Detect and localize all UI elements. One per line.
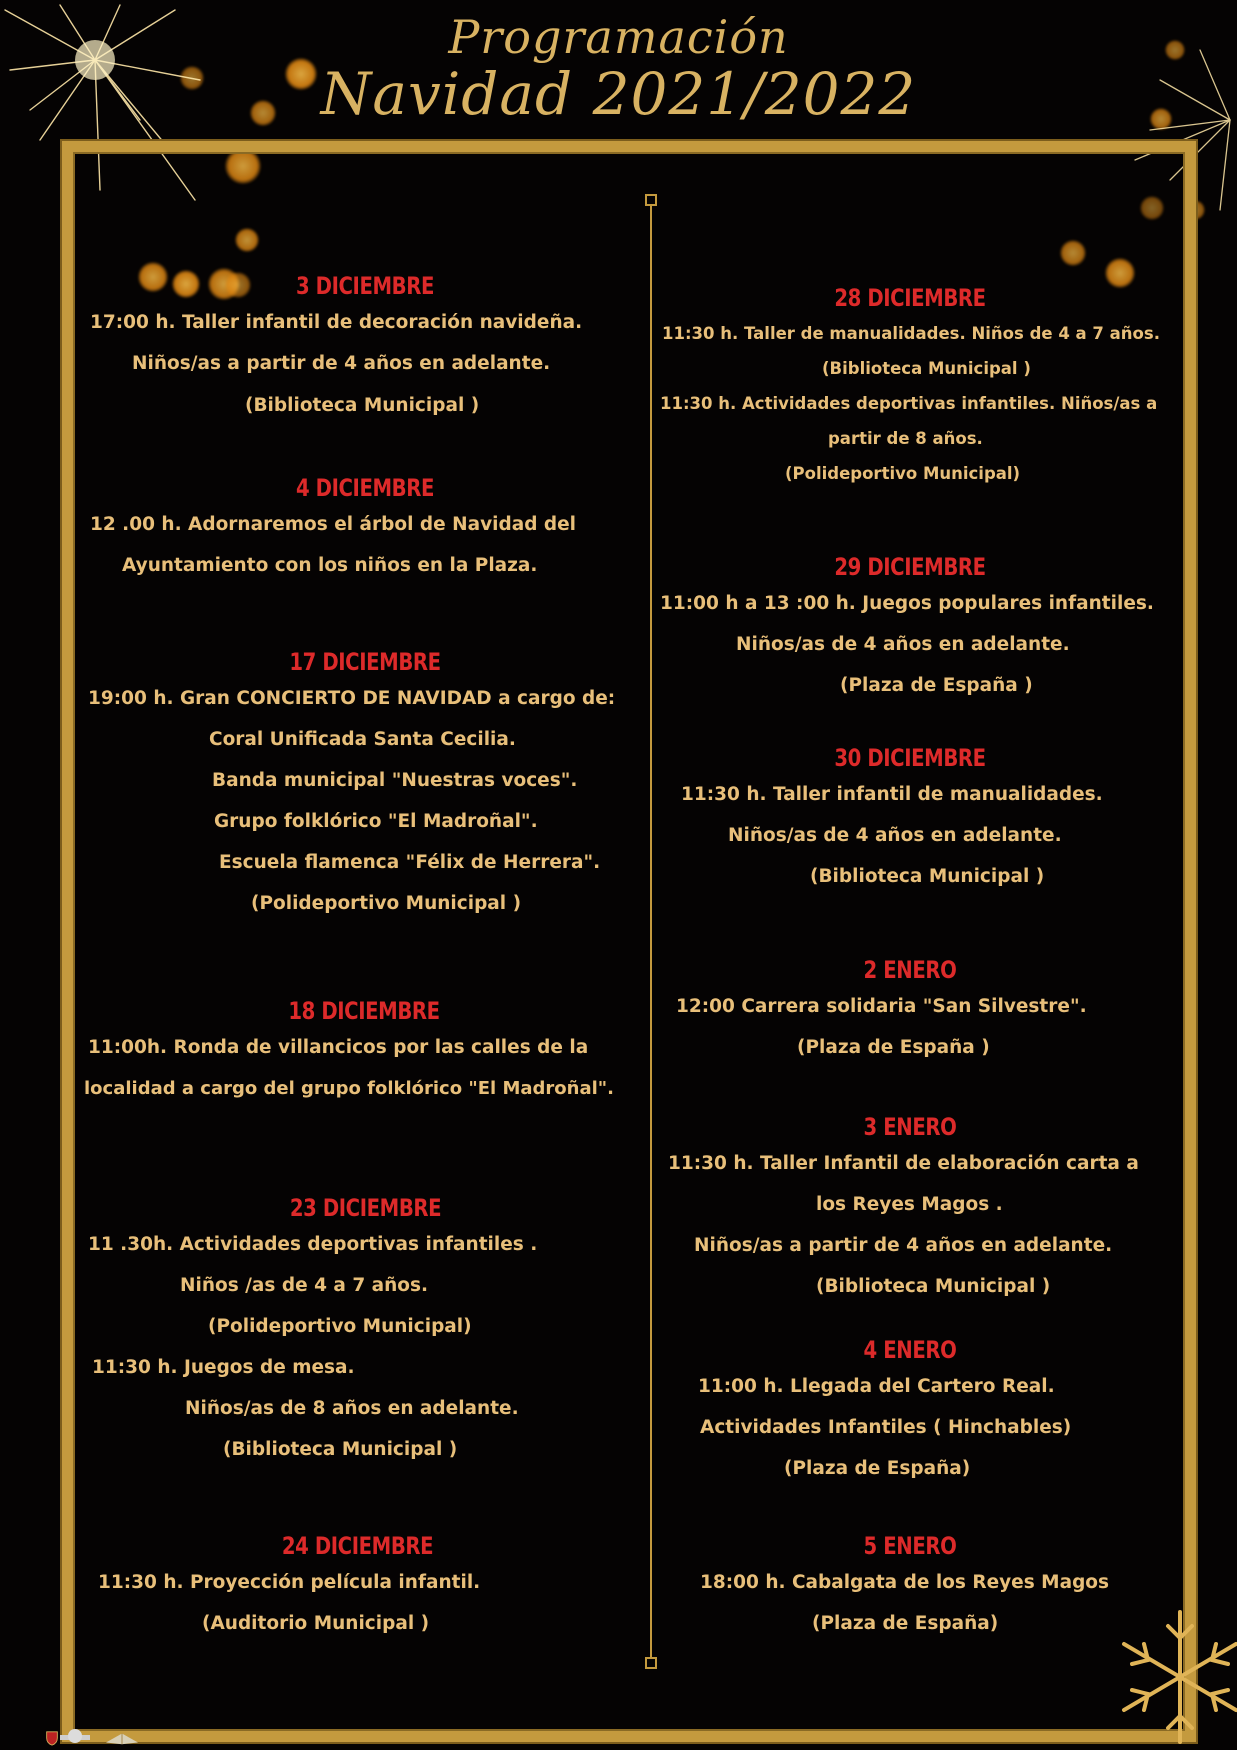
- event-date: 3 DICIEMBRE: [295, 272, 435, 300]
- event-line: (Biblioteca Municipal ): [810, 866, 1045, 887]
- divider-cap-top: [645, 194, 657, 206]
- event-line: los Reyes Magos .: [816, 1194, 1003, 1215]
- event-date: 24 DICIEMBRE: [281, 1532, 434, 1560]
- event-30-diciembre: [660, 744, 1160, 887]
- event-date: 23 DICIEMBRE: [289, 1194, 442, 1222]
- gold-frame: [62, 141, 1196, 1742]
- event-line: Niños/as de 8 años en adelante.: [185, 1398, 519, 1419]
- event-line: Ayuntamiento con los niños en la Plaza.: [122, 555, 538, 576]
- event-line: (Plaza de España): [784, 1458, 971, 1479]
- sponsor-logo-icon: [60, 1728, 90, 1744]
- event-line: (Biblioteca Municipal ): [223, 1439, 458, 1460]
- event-line: Niños/as a partir de 4 años en adelante.: [694, 1235, 1113, 1256]
- event-line: Niños/as a partir de 4 años en adelante.: [132, 353, 551, 374]
- event-line: (Biblioteca Municipal ): [822, 359, 1031, 378]
- event-date: 30 DICIEMBRE: [834, 744, 986, 772]
- page-title-line1: Programación: [448, 10, 789, 64]
- event-line: (Biblioteca Municipal ): [245, 395, 480, 416]
- book-logo-icon: [102, 1730, 142, 1746]
- event-line: 11:30 h. Proyección película infantil.: [98, 1572, 481, 1593]
- event-3-diciembre: [90, 272, 640, 416]
- event-line: (Plaza de España): [812, 1613, 999, 1634]
- event-line: partir de 8 años.: [828, 429, 983, 448]
- column-divider: [650, 202, 652, 1662]
- event-line: (Plaza de España ): [840, 675, 1033, 696]
- event-line: Niños/as de 4 años en adelante.: [728, 825, 1062, 846]
- event-line: (Polideportivo Municipal): [208, 1316, 472, 1337]
- event-line: 12 .00 h. Adornaremos el árbol de Navidad del: [90, 514, 577, 535]
- page-title-line2: Navidad 2021/2022: [320, 60, 917, 128]
- event-line: 11 .30h. Actividades deportivas infantiles .: [88, 1234, 538, 1255]
- event-line: (Polideportivo Municipal ): [251, 893, 522, 914]
- event-line: 19:00 h. Gran CONCIERTO DE NAVIDAD a cargo de:: [88, 688, 616, 709]
- event-line: (Polideportivo Municipal): [785, 464, 1021, 483]
- event-line: 11:00 h a 13 :00 h. Juegos populares infantiles.: [660, 593, 1154, 614]
- event-line: 18:00 h. Cabalgata de los Reyes Magos: [700, 1572, 1110, 1593]
- event-4-diciembre: [90, 474, 640, 576]
- event-18-diciembre: [84, 997, 644, 1099]
- event-date: 2 ENERO: [863, 956, 957, 984]
- event-line: 11:30 h. Actividades deportivas infantiles. Niños/as a: [660, 394, 1158, 413]
- event-2-enero: [660, 956, 1160, 1058]
- event-line: Escuela flamenca "Félix de Herrera".: [219, 852, 601, 873]
- snowflake-icon: [1110, 1602, 1237, 1750]
- divider-cap-bottom: [645, 1657, 657, 1669]
- event-28-diciembre: [660, 284, 1160, 483]
- event-line: 11:00 h. Llegada del Cartero Real.: [698, 1376, 1055, 1397]
- event-line: (Plaza de España ): [797, 1037, 990, 1058]
- event-line: 11:30 h. Taller de manualidades. Niños de 4 a 7 años.: [662, 324, 1160, 343]
- event-date: 4 ENERO: [863, 1336, 957, 1364]
- event-date: 17 DICIEMBRE: [289, 648, 441, 676]
- coat-of-arms-icon: [45, 1730, 59, 1746]
- event-line: Banda municipal "Nuestras voces".: [212, 770, 578, 791]
- event-line: Actividades Infantiles ( Hinchables): [700, 1417, 1072, 1438]
- event-date: 29 DICIEMBRE: [834, 553, 986, 581]
- event-line: 11:30 h. Taller Infantil de elaboración carta a: [668, 1153, 1139, 1174]
- event-5-enero: [660, 1532, 1160, 1634]
- event-line: localidad a cargo del grupo folklórico "El Madroñal".: [84, 1078, 614, 1099]
- event-line: (Auditorio Municipal ): [202, 1613, 430, 1634]
- event-24-diciembre: [80, 1532, 635, 1634]
- event-line: 11:00h. Ronda de villancicos por las calles de la: [88, 1037, 589, 1058]
- event-line: 11:30 h. Taller infantil de manualidades.: [681, 784, 1103, 805]
- event-17-diciembre: [88, 648, 642, 914]
- event-line: Grupo folklórico "El Madroñal".: [214, 811, 538, 832]
- event-line: Coral Unificada Santa Cecilia.: [209, 729, 516, 750]
- event-line: 11:30 h. Juegos de mesa.: [92, 1357, 355, 1378]
- event-4-enero: [660, 1336, 1160, 1479]
- event-date: 5 ENERO: [863, 1532, 957, 1560]
- event-line: (Biblioteca Municipal ): [816, 1276, 1051, 1297]
- event-date: 18 DICIEMBRE: [288, 997, 440, 1025]
- event-date: 4 DICIEMBRE: [295, 474, 435, 502]
- event-line: 17:00 h. Taller infantil de decoración navideña.: [90, 312, 583, 333]
- event-3-enero: [660, 1113, 1160, 1297]
- event-date: 28 DICIEMBRE: [834, 284, 986, 312]
- event-23-diciembre: [88, 1194, 643, 1460]
- event-29-diciembre: [660, 553, 1160, 696]
- event-line: Niños/as de 4 años en adelante.: [736, 634, 1070, 655]
- event-date: 3 ENERO: [863, 1113, 957, 1141]
- event-line: 12:00 Carrera solidaria "San Silvestre".: [676, 996, 1087, 1017]
- event-line: Niños /as de 4 a 7 años.: [180, 1275, 429, 1296]
